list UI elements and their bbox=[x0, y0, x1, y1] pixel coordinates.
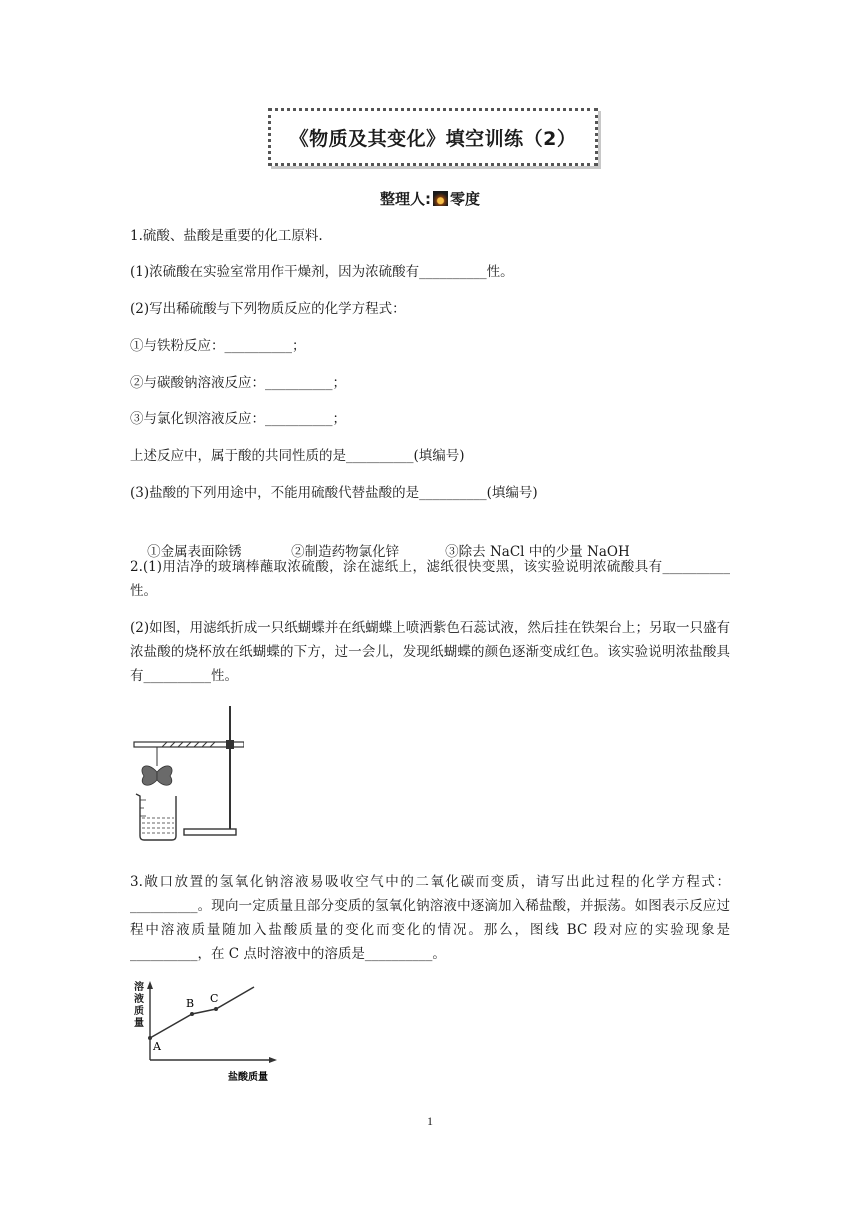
q1-intro: 1.硫酸、盐酸是重要的化工原料. bbox=[130, 228, 323, 244]
point-a-label: A bbox=[153, 1040, 161, 1053]
q2-part1: 2.(1)用洁净的玻璃棒蘸取浓硫酸，涂在滤纸上，滤纸很快变黑，该实验说明浓硫酸具有__________性。 bbox=[130, 559, 730, 599]
point-c-marker bbox=[214, 1007, 218, 1011]
q1-common-property: 上述反应中，属于酸的共同性质的是__________(填编号) bbox=[130, 448, 465, 464]
stand-base bbox=[184, 829, 236, 835]
q1-part1: (1)浓硫酸在实验室常用作干燥剂，因为浓硫酸有__________性。 bbox=[130, 264, 514, 280]
point-b-marker bbox=[190, 1012, 194, 1016]
point-a-marker bbox=[148, 1036, 152, 1040]
solution-mass-graph bbox=[126, 978, 286, 1088]
q1-option-2: ②制造药物氯化锌 bbox=[291, 544, 400, 560]
q3-paragraph: 3.敞口放置的氢氧化钠溶液易吸收空气中的二氧化碳而变质，请写出此过程的化学方程式：__________。现向一定质量且部分变质的氢氧化钠溶液中逐滴加入稀盐酸，并振荡。如图表示反应过程中溶液质量随加入盐酸质量的变化而变化的情况。那么，图线 BC 段对应的实验现象是__________，在 C 点时溶液中的溶质是__________。 bbox=[130, 874, 730, 962]
author-label: 整理人: bbox=[379, 190, 431, 208]
q1-reaction-barium-chloride: ③与氯化钡溶液反应：__________； bbox=[130, 411, 346, 427]
author-avatar-icon bbox=[433, 191, 448, 206]
document-title: 《物质及其变化》填空训练（2） bbox=[268, 108, 598, 166]
y-axis-label: 溶液质量 bbox=[134, 982, 144, 1029]
page-number: 1 bbox=[427, 1114, 433, 1128]
q1-option-3: ③除去 NaCl 中的少量 NaOH bbox=[445, 544, 630, 560]
beaker-of-hydrochloric-acid bbox=[136, 794, 176, 840]
graph-line bbox=[150, 987, 254, 1038]
butterfly-apparatus-figure bbox=[132, 702, 244, 844]
author-name: 零度 bbox=[449, 190, 480, 208]
q1-option-1: ①金属表面除锈 bbox=[147, 544, 242, 560]
clamp-boss bbox=[226, 740, 234, 749]
q1-part3: (3)盐酸的下列用途中，不能用硫酸代替盐酸的是__________(填编号) bbox=[130, 485, 538, 501]
author-line bbox=[0, 188, 860, 209]
paper-butterfly bbox=[142, 766, 172, 785]
point-b-label: B bbox=[186, 997, 195, 1010]
x-axis-arrow-icon bbox=[269, 1057, 277, 1063]
q2-part2: (2)如图，用滤纸折成一只纸蝴蝶并在纸蝴蝶上喷洒紫色石蕊试液，然后挂在铁架台上；另取一只盛有浓盐酸的烧杯放在纸蝴蝶的下方，过一会儿，发现纸蝴蝶的颜色逐渐变成红色。该实验说明浓盐酸具有__________性。 bbox=[130, 620, 730, 684]
q1-part2: (2)写出稀硫酸与下列物质反应的化学方程式： bbox=[130, 301, 406, 317]
q1-reaction-iron: ①与铁粉反应：__________； bbox=[130, 338, 306, 354]
q1-reaction-sodium-carbonate: ②与碳酸钠溶液反应：__________； bbox=[130, 375, 346, 391]
y-axis-arrow-icon bbox=[147, 981, 153, 989]
x-axis-label: 盐酸质量 bbox=[228, 1072, 268, 1083]
point-c-label: C bbox=[210, 992, 219, 1005]
